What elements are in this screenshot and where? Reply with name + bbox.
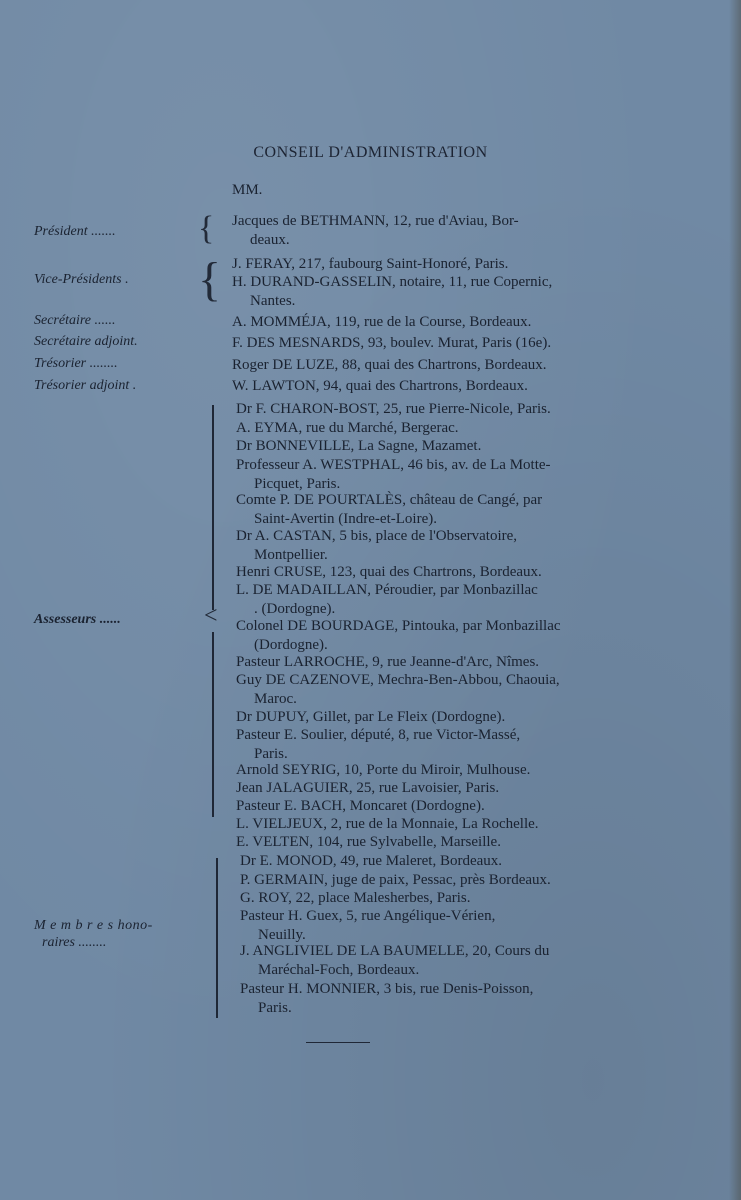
entry-assesseur: A. EYMA, rue du Marché, Bergerac. (236, 420, 459, 436)
role-secretaire: Secrétaire ...... (34, 313, 116, 328)
entry-assesseur: Henri CRUSE, 123, quai des Chartrons, Bordeaux. (236, 564, 542, 580)
closing-rule (306, 1042, 370, 1043)
entry-vice-president-1: J. FERAY, 217, faubourg Saint-Honoré, Paris. (232, 256, 509, 272)
role-membres-honoraires-2: raires ........ (42, 935, 107, 950)
entry-membre-honoraire: Pasteur H. MONNIER, 3 bis, rue Denis-Poisson, Paris. (240, 981, 534, 1016)
role-tresorier: Trésorier ........ (34, 356, 118, 371)
entry-tresorier-adjoint: W. LAWTON, 94, quai des Chartrons, Bordeaux. (232, 378, 528, 394)
entry-assesseur: Arnold SEYRIG, 10, Porte du Miroir, Mulhouse. (236, 762, 531, 778)
entry-membre-honoraire: Dr E. MONOD, 49, rue Maleret, Bordeaux. (240, 853, 503, 869)
role-secretaire-adjoint: Secrétaire adjoint. (34, 334, 138, 349)
bracket-assesseurs-top (212, 405, 214, 610)
entry-assesseur: Pasteur E. BACH, Moncaret (Dordogne). (236, 798, 485, 814)
entry-vice-president-2: H. DURAND-GASSELIN, notaire, 11, rue Copernic, Nantes. (232, 274, 553, 309)
bracket-assesseurs-point: < (204, 603, 218, 629)
entry-membre-honoraire: Pasteur H. Guex, 5, rue Angélique-Vérien, Neuilly. (240, 908, 496, 943)
role-president: Président ....... (34, 224, 116, 239)
entry-assesseur: Dr DUPUY, Gillet, par Le Fleix (Dordogne). (236, 709, 506, 725)
entry-assesseur: Pasteur E. Soulier, député, 8, rue Victor-Massé, Paris. (236, 727, 521, 762)
entry-secretaire-adjoint: F. DES MESNARDS, 93, boulev. Murat, Paris (16e). (232, 335, 552, 351)
entry-membre-honoraire: P. GERMAIN, juge de paix, Pessac, près Bordeaux. (240, 872, 551, 888)
role-vice-presidents: Vice-Présidents . (34, 272, 129, 287)
entry-assesseur: L. VIELJEUX, 2, rue de la Monnaie, La Rochelle. (236, 816, 539, 832)
entry-assesseur: Professeur A. WESTPHAL, 46 bis, av. de La Motte- Picquet, Paris. (236, 457, 551, 492)
role-assesseurs: Assesseurs ...... (34, 612, 121, 627)
bracket-assesseurs-bottom (212, 632, 214, 817)
entry-assesseur: Dr F. CHARON-BOST, 25, rue Pierre-Nicole, Paris. (236, 401, 551, 417)
entry-assesseur: Jean JALAGUIER, 25, rue Lavoisier, Paris. (236, 780, 500, 796)
role-membres-honoraires-1: M e m b r e s hono- (34, 918, 153, 933)
brace-vice-presidents: { (198, 253, 222, 306)
entry-secretaire: A. MOMMÉJA, 119, rue de la Course, Bordeaux. (232, 314, 532, 330)
entry-assesseur: Dr A. CASTAN, 5 bis, place de l'Observatoire, Montpellier. (236, 528, 518, 563)
entry-assesseur: Guy DE CAZENOVE, Mechra-Ben-Abbou, Chaouia, Maroc. (236, 672, 560, 707)
page-title: CONSEIL D'ADMINISTRATION (253, 144, 488, 161)
entry-assesseur: L. DE MADAILLAN, Péroudier, par Monbazillac . (Dordogne). (236, 582, 538, 617)
entry-tresorier: Roger DE LUZE, 88, quai des Chartrons, Bordeaux. (232, 357, 547, 373)
entry-assesseur: Colonel DE BOURDAGE, Pintouka, par Monbazillac (Dordogne). (236, 618, 561, 653)
mm-heading: MM. (232, 182, 263, 198)
entry-assesseur: Dr BONNEVILLE, La Sagne, Mazamet. (236, 438, 482, 454)
brace-president: { (198, 210, 215, 247)
entry-assesseur: Pasteur LARROCHE, 9, rue Jeanne-d'Arc, Nîmes. (236, 654, 540, 670)
entry-assesseur: E. VELTEN, 104, rue Sylvabelle, Marseille. (236, 834, 501, 850)
entry-membre-honoraire: J. ANGLIVIEL DE LA BAUMELLE, 20, Cours du Maréchal-Foch, Bordeaux. (240, 943, 550, 978)
bracket-membres (216, 858, 218, 1018)
entry-membre-honoraire: G. ROY, 22, place Malesherbes, Paris. (240, 890, 471, 906)
role-tresorier-adjoint: Trésorier adjoint . (34, 378, 137, 393)
entry-assesseur: Comte P. DE POURTALÈS, château de Cangé, par Saint-Avertin (Indre-et-Loire). (236, 492, 543, 527)
entry-president: Jacques de BETHMANN, 12, rue d'Aviau, Bor- deaux. (232, 213, 519, 248)
